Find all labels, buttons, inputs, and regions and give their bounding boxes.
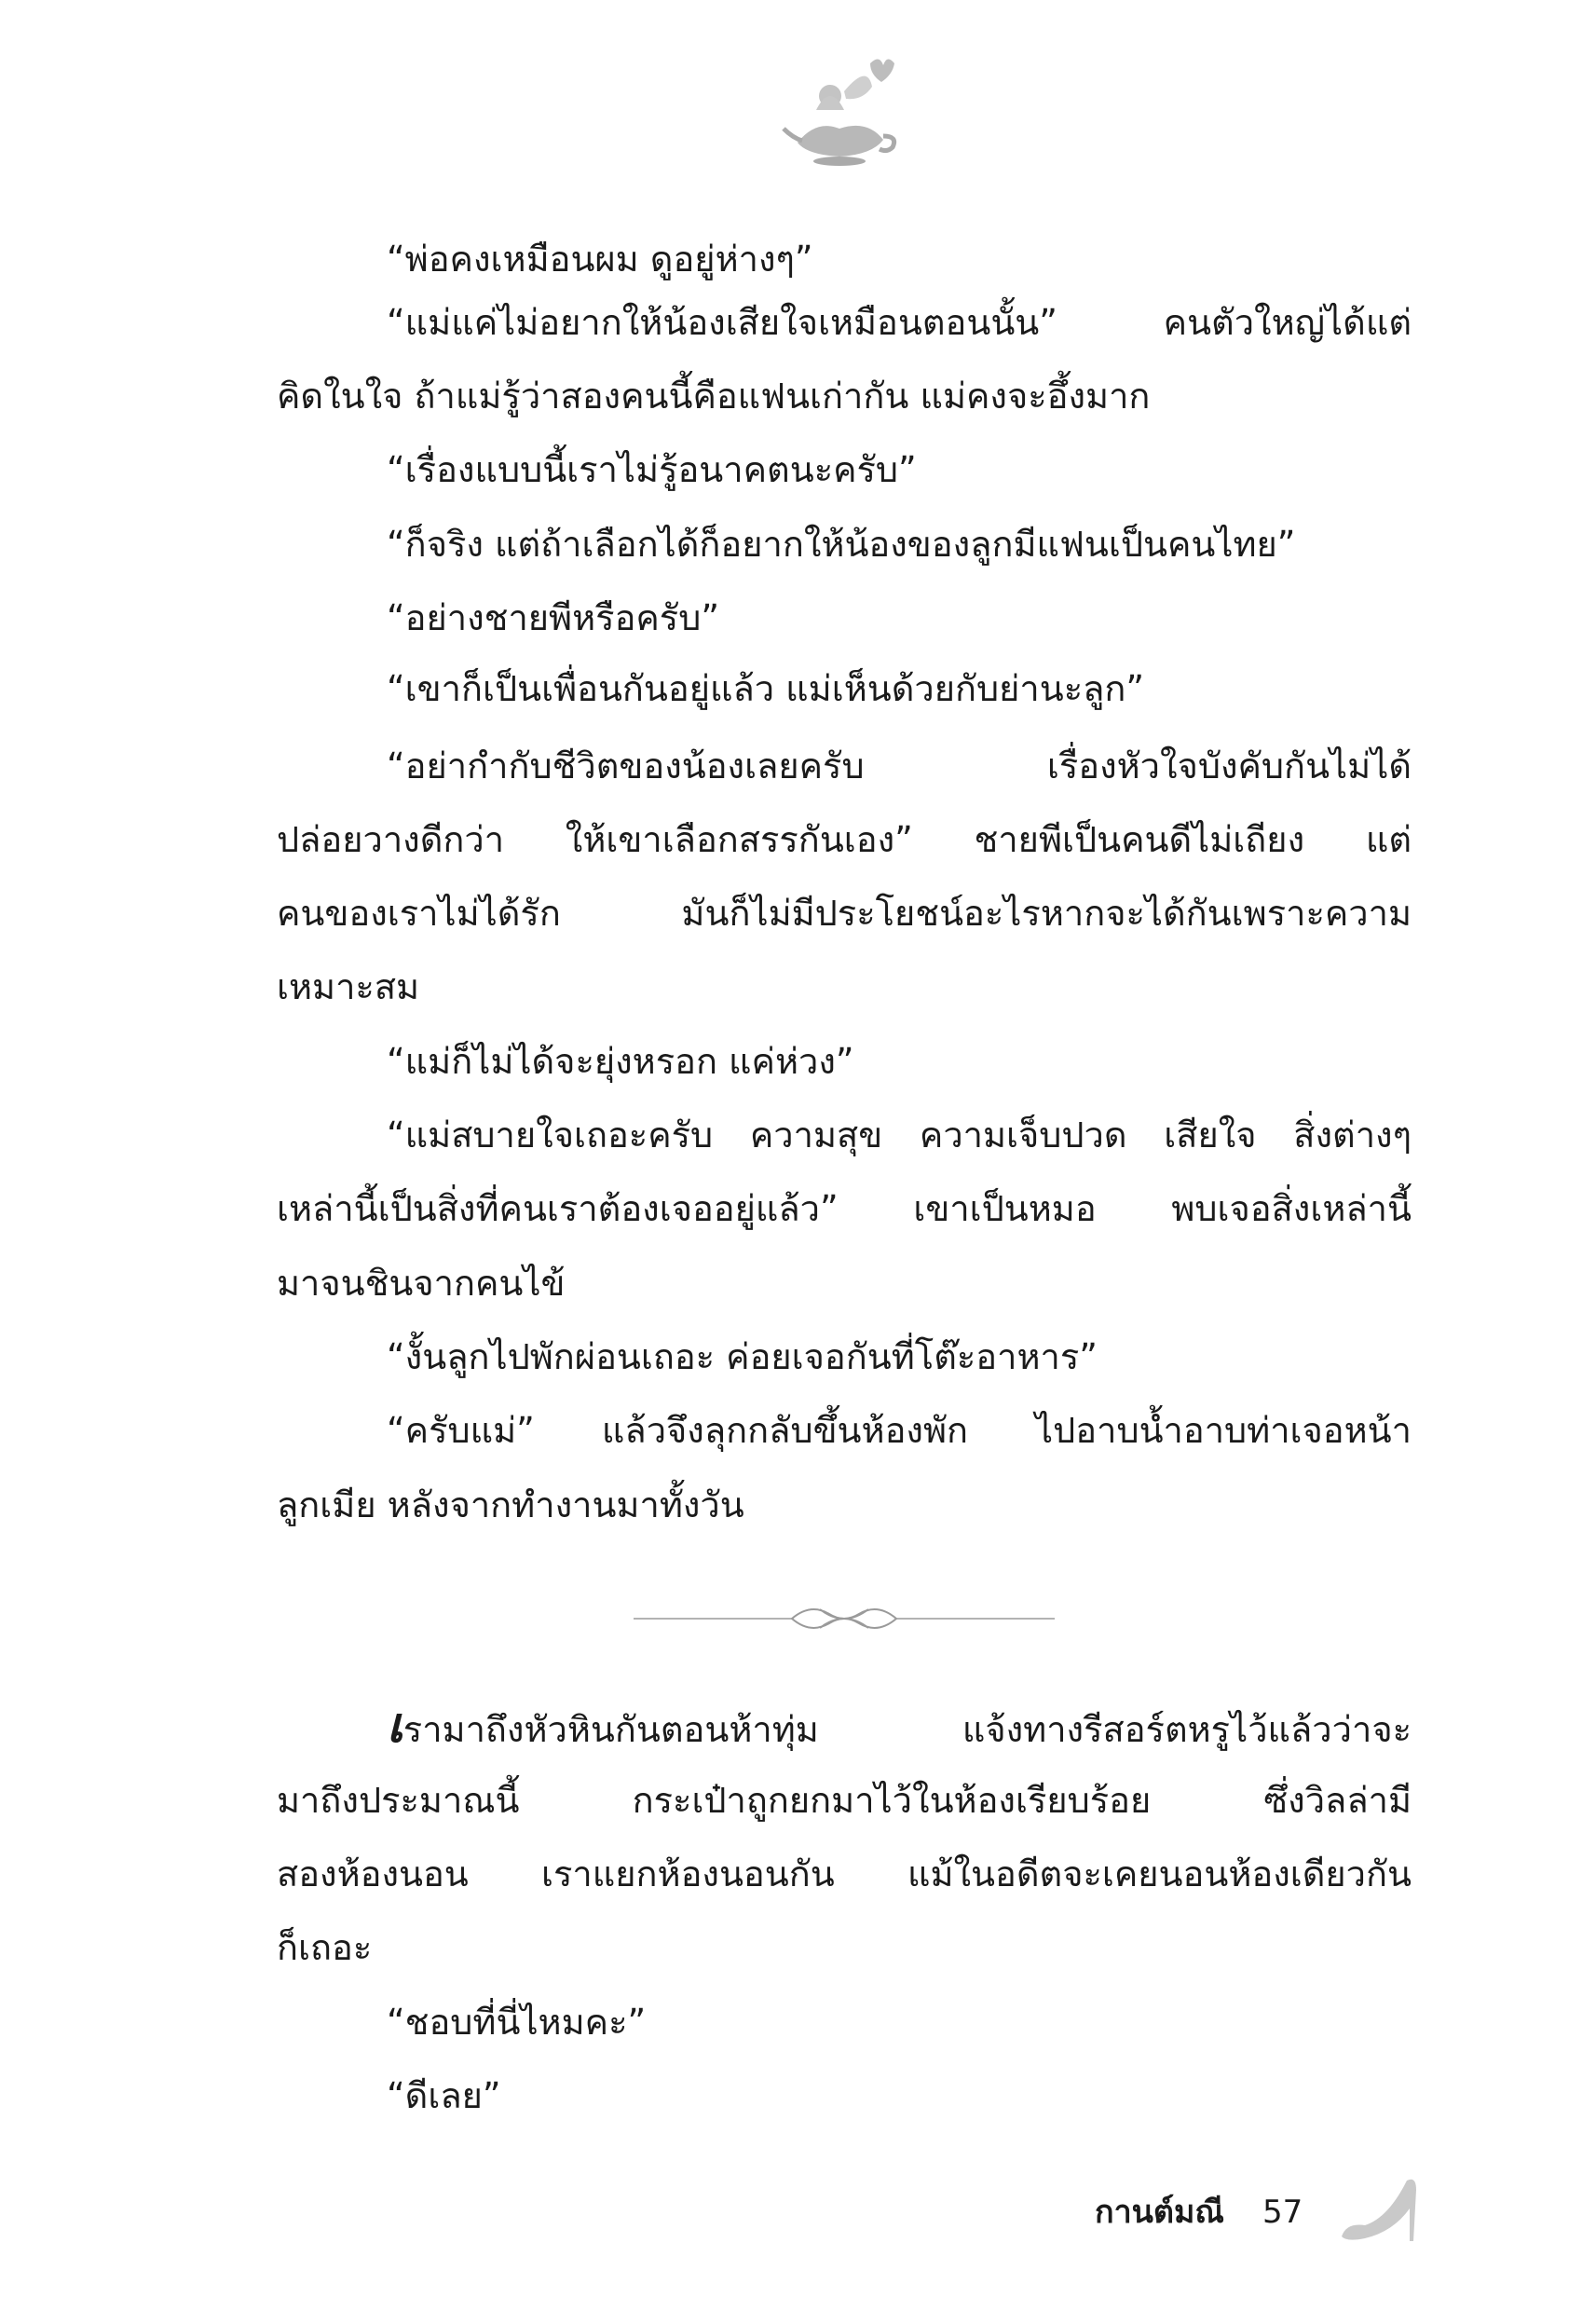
text-line: “แม่ก็ไม่ได้จะยุ่งหรอก แค่ห่วง”: [387, 1041, 854, 1082]
text-line: คิดในใจ ถ้าแม่รู้ว่าสองคนนี้คือแฟนเก่ากัน แม่คงจะอึ้งมาก: [277, 376, 1151, 417]
text-line: ลูกเมีย หลังจากทำงานมาทั้งวัน: [277, 1484, 744, 1525]
running-footer-title: กานต์มณี: [1095, 2194, 1224, 2231]
text-line: ก็เถอะ: [277, 1927, 373, 1968]
text-line: คนของเราไม่ได้รัก มันก็ไม่มีประโยชน์อะไรหากจะได้กันเพราะความ: [277, 893, 1412, 934]
high-heel-shoe-icon: [1337, 2171, 1421, 2246]
text-line: มาถึงประมาณนี้ กระเป๋าถูกยกมาไว้ในห้องเรียบร้อย ซึ่งวิลล่ามี: [277, 1780, 1412, 1821]
section-divider-ornament-icon: [634, 1595, 1055, 1642]
text-line: “อย่ากำกับชีวิตของน้องเลยครับ เรื่องหัวใจบังคับกันไม่ได้: [387, 745, 1412, 786]
text-line: “อย่างชายพีหรือครับ”: [387, 597, 720, 638]
drop-cap: เ: [387, 1698, 403, 1754]
text-line: “ครับแม่” แล้วจึงลุกกลับขึ้นห้องพัก ไปอาบน้ำอาบท่าเจอหน้า: [387, 1410, 1412, 1451]
text-line: “ชอบที่นี่ไหมคะ”: [387, 2002, 647, 2043]
text-line-rest: รามาถึงหัวหินกันตอนห้าทุ่ม แจ้งทางรีสอร์ตหรูไว้แล้วว่าจะ: [402, 1709, 1412, 1750]
text-line: “งั้นลูกไปพักผ่อนเถอะ ค่อยเจอกันที่โต๊ะอาหาร”: [387, 1336, 1098, 1377]
text-line: “ก็จริง แต่ถ้าเลือกได้ก็อยากให้น้องของลูกมีแฟนเป็นคนไทย”: [387, 524, 1296, 565]
text-line: สองห้องนอน เราแยกห้องนอนกัน แม้ในอดีตจะเคยนอนห้องเดียวกัน: [277, 1853, 1412, 1894]
page-number: 57: [1262, 2194, 1303, 2231]
text-line: “พ่อคงเหมือนผม ดูอยู่ห่างๆ”: [387, 239, 813, 280]
text-line: “เขาก็เป็นเพื่อนกันอยู่แล้ว แม่เห็นด้วยกับย่านะลูก”: [387, 668, 1145, 709]
text-line: “แม่แค่ไม่อยากให้น้องเสียใจเหมือนตอนนั้น” คนตัวใหญ่ได้แต่: [387, 302, 1412, 343]
text-line: “เรื่องแบบนี้เราไม่รู้อนาคตนะครับ”: [387, 449, 917, 490]
text-line: “แม่สบายใจเถอะครับ ความสุข ความเจ็บปวด เสียใจ สิ่งต่างๆ: [387, 1114, 1412, 1156]
text-line: [387, 1690, 1412, 1761]
text-line: “ดีเลย”: [387, 2075, 501, 2116]
text-line: ปล่อยวางดีกว่า ให้เขาเลือกสรรกันเอง” ชายพีเป็นคนดีไม่เถียง แต่: [277, 819, 1412, 860]
text-line: เหล่านี้เป็นสิ่งที่คนเราต้องเจออยู่แล้ว” เขาเป็นหมอ พบเจอสิ่งเหล่านี้: [277, 1188, 1412, 1229]
teapot-cupid-emblem-icon: [779, 54, 900, 171]
text-line: เหมาะสม: [277, 966, 420, 1007]
text-line: มาจนชินจากคนไข้: [277, 1263, 566, 1304]
